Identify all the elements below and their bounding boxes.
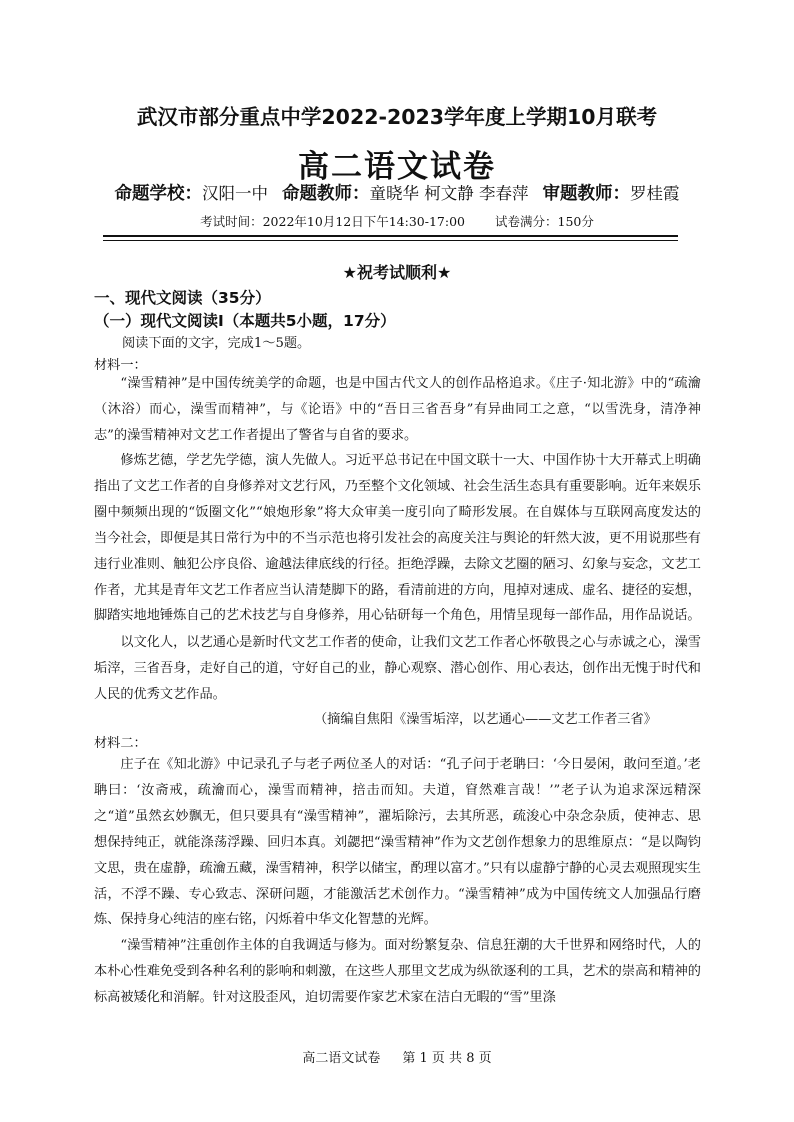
paper-subtitle: 高二语文试卷 [298,149,496,185]
good-luck-banner: ★祝考试顺利★ [342,263,452,282]
exam-meta [0,212,794,230]
teachers-names: 童晓华 柯文静 李春萍 [369,184,529,203]
material-two-paragraph: 庄子在《知北游》中记录孔子与老子两位圣人的对话：“孔子问于老聃曰：‘今日晏闲，敢问至道。’老聃曰：‘汝斋戒，疏瀹而心，澡雪而精神，掊击而知。夫道，窅然难言哉！’”老子认为追求深远精深之“道”虽然玄妙飘无，但只要具有“澡雪精神”，濯垢除污，去其所恶，疏浚心中杂念杂质，使神志、思想保持纯正，就能涤荡浮躁、回归本真。刘勰把“澡雪精神”作为文艺创作想象力的思维原点：“是以陶钧文思，贵在虚静，疏瀹五藏，澡雪精神，积学以储宝，酌理以富才。”只有以虚静宁静的心灵去观照现实生活，不浮不躁、专心致志、深研问题，才能激活艺术创作力。“澡雪精神”成为中国传统文人加强品行磨炼、保持身心纯洁的座右铭，闪烁着中华文化智慧的光辉。 [94,757,701,928]
exam-title: 武汉市部分重点中学2022-2023学年度上学期10月联考 [136,105,658,129]
section-heading: 一、现代文阅读（35分） [94,289,271,307]
material-two-label: 材料二： [94,736,147,751]
header-rule-thick [103,235,678,237]
header-rule-thin [103,240,678,241]
page-footer [0,1047,794,1066]
material-two-paragraph: “澡雪精神”注重创作主体的自我调适与修为。面对纷繁复杂、信息狂潮的大千世界和网络时代，人的本朴心性难免受到各种名利的影响和刺激，在这些人那里文艺成为纵欲逐利的工具，艺术的崇高和精神的标高被矮化和消解。针对这股歪风，迫切需要作家艺术家在洁白无暇的“雪”里涤 [94,938,701,1005]
subsection-heading: （一）现代文阅读Ⅰ（本题共5小题，17分） [94,312,396,330]
material-one-source: （摘编自焦阳《澡雪垢滓，以艺通心——文艺工作者三省》 [314,712,657,727]
material-one-label: 材料一： [94,358,147,373]
exam-time: 考试时间：2022年10月12日下午14:30-17:00 [200,214,466,229]
material-one-paragraph: 修炼艺德，学艺先学德，演人先做人。习近平总书记在中国文联十一大、中国作协十大开幕式上明确指出了文艺工作者的自身修养对文艺行风，乃至整个文化领域、社会生活生态具有重要影响。近年来娱乐圈中频频出现的“饭圈文化”“娘炮形象”将大众审美一度引向了畸形发展。在自媒体与互联网高度发达的当今社会，即便是其日常行为中的不当示范也将引发社会的高度关注与舆论的轩然大波，更不用说那些有违行业准则、触犯公序良俗、逾越法律底线的行径。拒绝浮躁，去除文艺圈的陋习、幻象与妄念，文艺工作者，尤其是青年文艺工作者应当认清楚脚下的路，看清前进的方向，甩掉对速成、虚名、捷径的妄想，脚踏实地地锤炼自己的艺术技艺与自身修养，用心钻研每一个角色，用情呈现每一部作品，用作品说话。 [94,453,701,624]
material-one-paragraph: 以文化人，以艺通心是新时代文艺工作者的使命，让我们文艺工作者心怀敬畏之心与赤诚之心，澡雪垢滓，三省吾身，走好自己的道，守好自己的业，静心观察、潜心创作、用心表达，创作出无愧于时代和人民的优秀文艺作品。 [94,635,701,702]
reviewer-label: 审题教师： [542,184,630,204]
page-number: 第 1 页 共 8 页 [402,1051,492,1066]
school-name: 汉阳一中 [202,184,268,203]
reading-instruction: 阅读下面的文字，完成1～5题。 [122,336,311,351]
reviewer-name: 罗桂霞 [630,184,680,203]
setter-info [0,180,794,205]
full-score: 试卷满分：150分 [495,214,594,229]
teachers-label: 命题教师： [282,184,370,204]
school-label: 命题学校： [114,184,202,204]
material-one-paragraph: “澡雪精神”是中国传统美学的命题，也是中国古代文人的创作品格追求。《庄子·知北游》中的“疏瀹（沐浴）而心，澡雪而精神”，与《论语》中的“吾日三省吾身”有异曲同工之意，“以雪洗身，清净神志”的澡雪精神对文艺工作者提出了警省与自省的要求。 [94,376,701,443]
footer-paper-name: 高二语文试卷 [302,1051,381,1066]
